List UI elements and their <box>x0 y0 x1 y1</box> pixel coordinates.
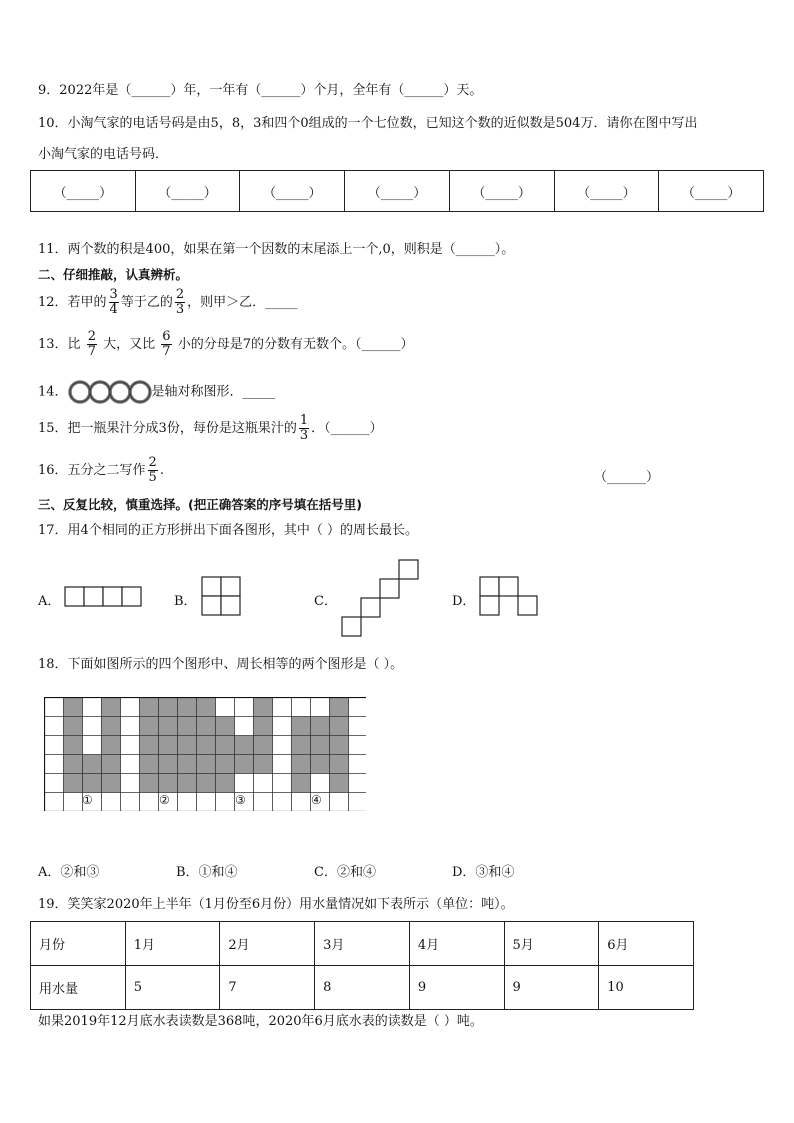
table-cell: 用水量 <box>31 966 126 1010</box>
table-cell: 月份 <box>31 922 126 966</box>
shaded-cell <box>254 736 273 755</box>
shaded-cell <box>178 717 197 736</box>
shaded-cell <box>292 774 311 793</box>
shaded-cell <box>216 755 235 774</box>
q12-text-a: 12．若甲的 <box>38 295 107 310</box>
shaded-cell <box>311 755 330 774</box>
shaded-cell <box>292 717 311 736</box>
table-cell: 3月 <box>315 922 410 966</box>
phone-cell[interactable]: （_____） <box>554 171 659 212</box>
shaded-cell <box>311 717 330 736</box>
option-b[interactable]: B．①和④ <box>176 865 238 880</box>
phone-cell[interactable]: （_____） <box>659 171 764 212</box>
shaded-cell <box>216 717 235 736</box>
shaded-cell <box>83 755 102 774</box>
question-13: 13．比 $\frac{2}{7}$ 大，又比 $\frac{6}{7}$ 小的分母是7的分数有无数个。（______） <box>38 329 414 359</box>
table-cell: 1月 <box>125 922 220 966</box>
shaded-cell <box>159 755 178 774</box>
table-cell: 7 <box>220 966 315 1010</box>
shaded-cell <box>159 774 178 793</box>
question-10-line2: 小淘气家的电话号码． <box>38 147 169 162</box>
question-17: 17．用4个相同的正方形拼出下面各图形，其中（ ）的周长最长。 <box>38 523 418 538</box>
option-c-label: C． <box>314 594 337 609</box>
figure-c-staircase <box>341 559 421 639</box>
shaded-cell <box>159 698 178 717</box>
shaded-cell <box>64 755 83 774</box>
option-b-label: B． <box>174 594 197 609</box>
question-15: 15．把一瓶果汁分成3份，每份是这瓶果汁的 $\frac{1}{3}$ ．（______） <box>38 413 383 443</box>
figure-label-4: ④ <box>311 793 322 807</box>
shaded-cell <box>197 774 216 793</box>
table-cell: 9 <box>504 966 599 1010</box>
fraction: $\frac{2}{5}$ <box>148 455 157 485</box>
shaded-cell <box>330 717 349 736</box>
shaded-cell <box>64 774 83 793</box>
table-cell: 6月 <box>599 922 694 966</box>
figure-label-1: ① <box>82 793 93 807</box>
phone-cell[interactable]: （_____） <box>31 171 136 212</box>
shaded-cell <box>140 717 159 736</box>
shaded-cell <box>102 755 121 774</box>
shaded-cell <box>292 755 311 774</box>
figure-d-shape <box>479 576 541 618</box>
four-rings-icon <box>68 380 152 404</box>
option-d[interactable]: D．③和④ <box>452 865 515 880</box>
figure-label-3: ③ <box>235 793 246 807</box>
shaded-cell <box>64 717 83 736</box>
shaded-cell <box>197 698 216 717</box>
water-usage-table <box>30 921 694 1010</box>
shaded-cell <box>197 717 216 736</box>
question-18: 18．下面如图所示的四个图形中、周长相等的两个图形是（ ）。 <box>38 657 404 672</box>
shaded-cell <box>140 755 159 774</box>
fraction: $\frac{2}{3}$ <box>175 287 185 317</box>
fraction: $\frac{1}{3}$ <box>299 413 309 443</box>
shaded-cell <box>159 717 178 736</box>
phone-cell[interactable]: （_____） <box>449 171 554 212</box>
shaded-cell <box>330 774 349 793</box>
question-11: 11．两个数的积是400，如果在第一个因数的末尾添上一个,0，则积是（______）。 <box>38 242 515 257</box>
table-cell: 2月 <box>220 922 315 966</box>
shaded-cell <box>197 755 216 774</box>
shaded-cell <box>102 717 121 736</box>
table-cell: 9 <box>409 966 504 1010</box>
q16-answer-blank[interactable]: （______） <box>594 470 660 485</box>
phone-number-table <box>30 170 764 212</box>
shaded-cell <box>254 698 273 717</box>
q12-text-b: 等于乙的 <box>120 295 173 310</box>
shaded-cell <box>140 774 159 793</box>
section-2-heading: 二、仔细推敲，认真辨析。 <box>38 267 189 282</box>
shaded-cell <box>159 736 178 755</box>
table-cell: 5月 <box>504 922 599 966</box>
shaded-cell <box>254 755 273 774</box>
option-a[interactable]: A．②和③ <box>38 865 100 880</box>
table-cell: 5 <box>125 966 220 1010</box>
shaded-cell <box>216 736 235 755</box>
shaded-cell <box>235 755 254 774</box>
fraction: $\frac{6}{7}$ <box>162 329 171 359</box>
shaded-cell <box>64 698 83 717</box>
question-9: 9．2022年是（______）年，一年有（______）个月，全年有（______）天。 <box>38 83 483 98</box>
shaded-cell <box>64 736 83 755</box>
table-cell: 4月 <box>409 922 504 966</box>
shaded-cell <box>178 736 197 755</box>
shaded-cell <box>178 698 197 717</box>
shaded-cell <box>102 736 121 755</box>
question-12 <box>38 288 298 317</box>
phone-cell[interactable]: （_____） <box>240 171 345 212</box>
shaded-cell <box>140 698 159 717</box>
shaded-cell <box>330 755 349 774</box>
shaded-cell <box>197 736 216 755</box>
shaded-cell <box>254 717 273 736</box>
q18-grid-figure <box>44 697 366 811</box>
shaded-cell <box>140 736 159 755</box>
fraction: $\frac{3}{4}$ <box>109 287 118 317</box>
question-10-line1: 10．小淘气家的电话号码是由5，8，3和四个0组成的一个七位数，已知这个数的近似数是504万．请你在图中写出 <box>38 116 698 131</box>
shaded-cell <box>311 736 330 755</box>
option-d-label: D． <box>452 594 476 609</box>
shaded-cell <box>102 774 121 793</box>
question-19: 19．笑笑家2020年上半年（1月份至6月份）用水量情况如下表所示（单位：吨）。 <box>38 897 514 912</box>
option-c[interactable]: C．②和④ <box>314 865 376 880</box>
table-cell: 10 <box>599 966 694 1010</box>
table-row <box>31 922 694 966</box>
shaded-cell <box>83 774 102 793</box>
shaded-cell <box>178 774 197 793</box>
q12-text-c: ，则甲＞乙．_____ <box>187 295 298 310</box>
table-cell: 8 <box>315 966 410 1010</box>
shaded-cell <box>102 698 121 717</box>
phone-cell[interactable]: （_____） <box>345 171 450 212</box>
question-19-tail: 如果2019年12月底水表读数是368吨，2020年6月底水表的读数是（ ）吨。 <box>38 1014 483 1029</box>
figure-label-2: ② <box>159 793 170 807</box>
shaded-cell <box>178 755 197 774</box>
shaded-cell <box>216 774 235 793</box>
question-14: 14． 是轴对称图形．_____ <box>38 380 275 404</box>
option-a-label: A． <box>38 594 61 609</box>
phone-cell[interactable]: （_____） <box>135 171 240 212</box>
figure-b-square-block <box>201 576 243 618</box>
shaded-cell <box>292 736 311 755</box>
fraction: $\frac{2}{7}$ <box>87 329 96 359</box>
shaded-cell <box>330 736 349 755</box>
shaded-cell <box>330 698 349 717</box>
shaded-cell <box>235 736 254 755</box>
figure-a-row-of-squares <box>64 586 142 608</box>
table-row <box>31 966 694 1010</box>
question-16: 16．五分之二写作 $\frac{2}{5}$ . <box>38 455 164 485</box>
section-3-heading: 三、反复比较，慎重选择。(把正确答案的序号填在括号里) <box>38 497 362 512</box>
